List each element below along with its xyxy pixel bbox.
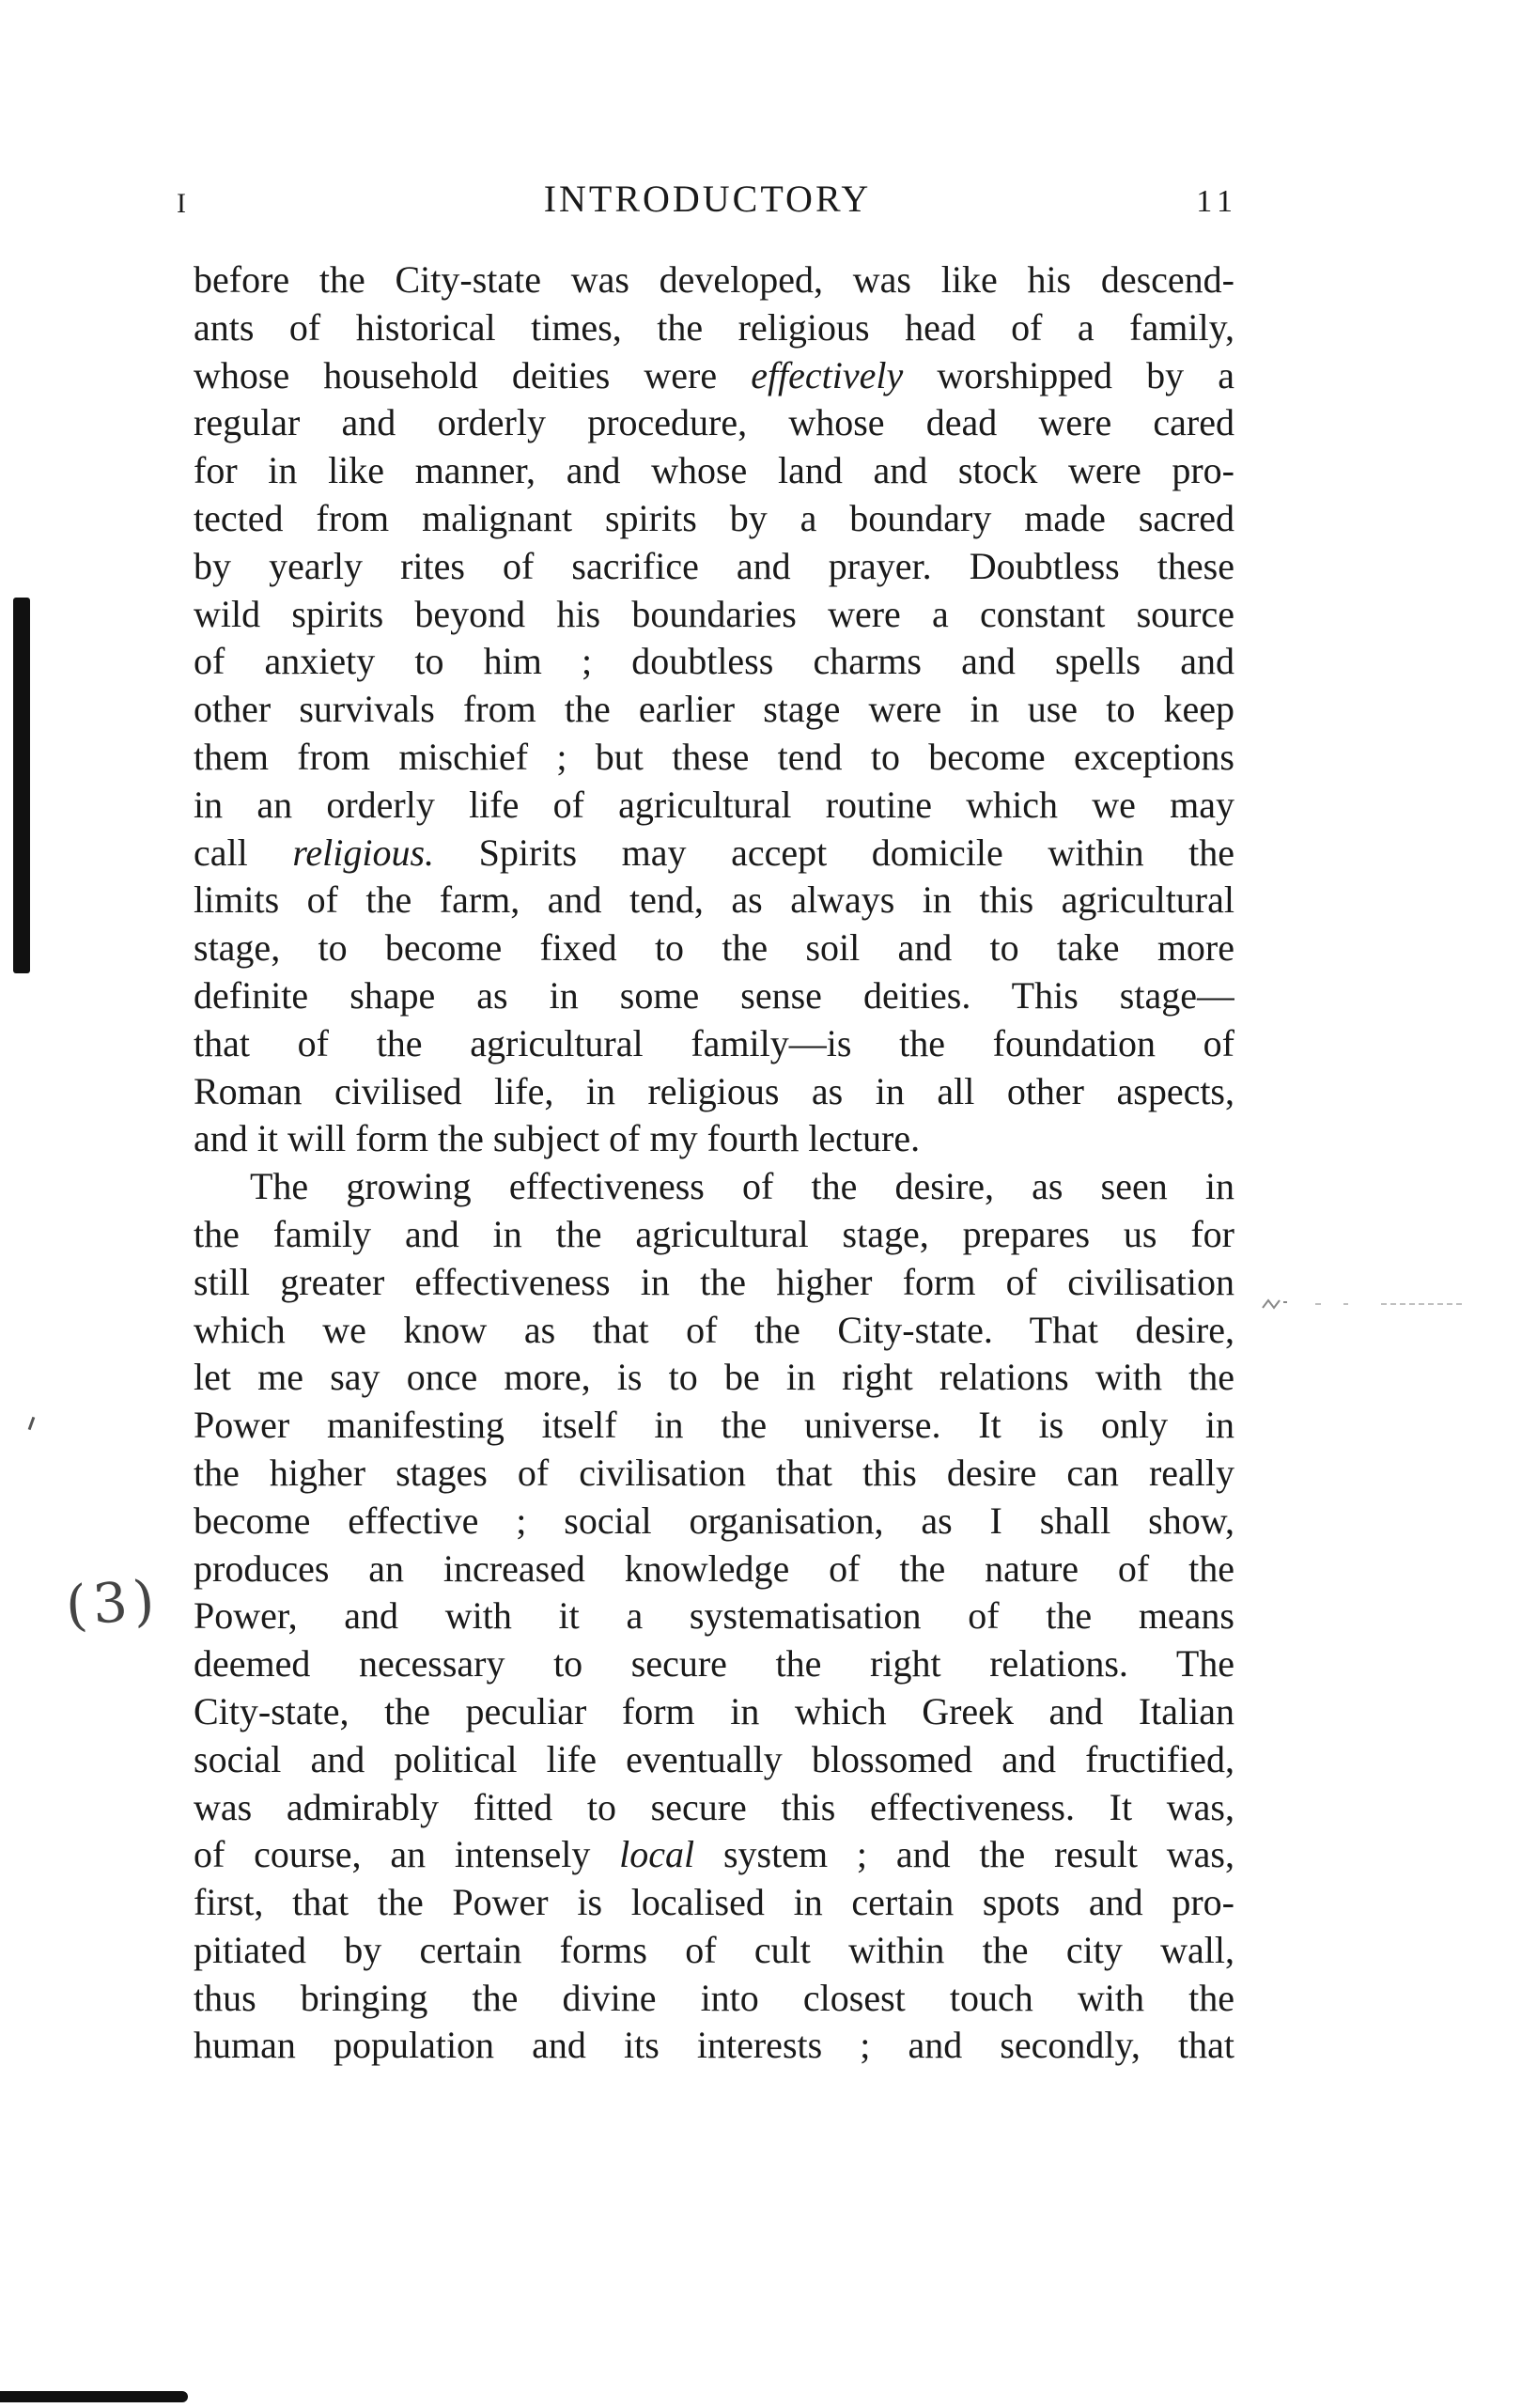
pencil-tick <box>28 1417 36 1430</box>
text-line: thus bringing the divine into closest touch with the <box>194 1976 1234 2019</box>
text-line: produces an increased knowledge of the nature of the <box>194 1546 1234 1590</box>
text-line: City-state, the peculiar form in which Greek and Italian <box>194 1689 1234 1732</box>
text-line: social and political life eventually blossomed and fructified, <box>194 1737 1234 1780</box>
text-line: ants of historical times, the religious head of a family, <box>194 305 1234 349</box>
text-line: that of the agricultural family—is the foundation of <box>194 1021 1234 1064</box>
text-line: before the City-state was developed, was like his descend- <box>194 258 1234 301</box>
text-line: Power manifesting itself in the universe. It is only in <box>194 1404 1234 1447</box>
text-line: wild spirits beyond his boundaries were a constant source <box>194 592 1234 635</box>
text-line: deemed necessary to secure the right relations. The <box>194 1642 1234 1686</box>
text-line: Power, and with it a systematisation of the means <box>194 1594 1234 1638</box>
text-line: limits of the farm, and tend, as always in this agricultural <box>194 878 1234 922</box>
text-line: of course, an intensely local system ; and the result was, <box>194 1833 1234 1876</box>
text-line: them from mischief ; but these tend to become exceptions <box>194 735 1234 778</box>
chapter-number: I <box>177 188 187 219</box>
text-line: let me say once more, is to be in right relations with the <box>194 1356 1234 1399</box>
text-line: the family and in the agricultural stage, prepares us for <box>194 1212 1234 1255</box>
text-line: in an orderly life of agricultural routine which we may <box>194 783 1234 826</box>
body-text <box>194 256 1234 2070</box>
text-line: tected from malignant spirits by a boundary made sacred <box>194 496 1234 539</box>
text-line: become effective ; social organisation, as I shall show, <box>194 1499 1234 1542</box>
text-line: pitiated by certain forms of cult within the city wall, <box>194 1928 1234 1971</box>
text-line: regular and orderly procedure, whose dead were cared <box>194 401 1234 444</box>
text-line: still greater effectiveness in the higher form of civilisation <box>194 1260 1234 1303</box>
text-line: human population and its interests ; and secondly, that <box>194 2024 1234 2067</box>
text-line: was admirably fitted to secure this effectiveness. It was, <box>194 1785 1234 1828</box>
text-line: whose household deities were effectively worshipped by a <box>194 353 1234 396</box>
text-line: stage, to become fixed to the soil and to take more <box>194 926 1234 970</box>
margin-annotation: (3) <box>63 1567 163 1639</box>
text-line: for in like manner, and whose land and stock were pro- <box>194 449 1234 492</box>
text-line: definite shape as in some sense deities. This stage— <box>194 973 1234 1017</box>
pencil-scribble <box>1259 1295 1466 1313</box>
paragraph-start-line: The growing effectiveness of the desire, as seen in <box>250 1165 1234 1208</box>
scan-margin-bar <box>13 598 30 973</box>
page-number: 11 <box>1196 184 1238 219</box>
text-line: call religious. Spirits may accept domicile within the <box>194 831 1234 874</box>
text-line: first, that the Power is localised in certain spots and pro- <box>194 1881 1234 1924</box>
text-line: other survivals from the earlier stage were in use to keep <box>194 688 1234 731</box>
running-header <box>177 177 1238 224</box>
text-line: which we know as that of the City-state. That desire, <box>194 1308 1234 1351</box>
text-line: Roman civilised life, in religious as in all other aspects, <box>194 1069 1234 1112</box>
text-line: the higher stages of civilisation that this desire can really <box>194 1451 1234 1494</box>
text-line: by yearly rites of sacrifice and prayer. Doubtless these <box>194 544 1234 587</box>
paragraph-end-line: and it will form the subject of my fourth lecture. <box>194 1117 921 1160</box>
scan-bottom-bar <box>0 2391 188 2402</box>
running-title: INTRODUCTORY <box>543 178 872 220</box>
text-line: of anxiety to him ; doubtless charms and spells and <box>194 640 1234 683</box>
